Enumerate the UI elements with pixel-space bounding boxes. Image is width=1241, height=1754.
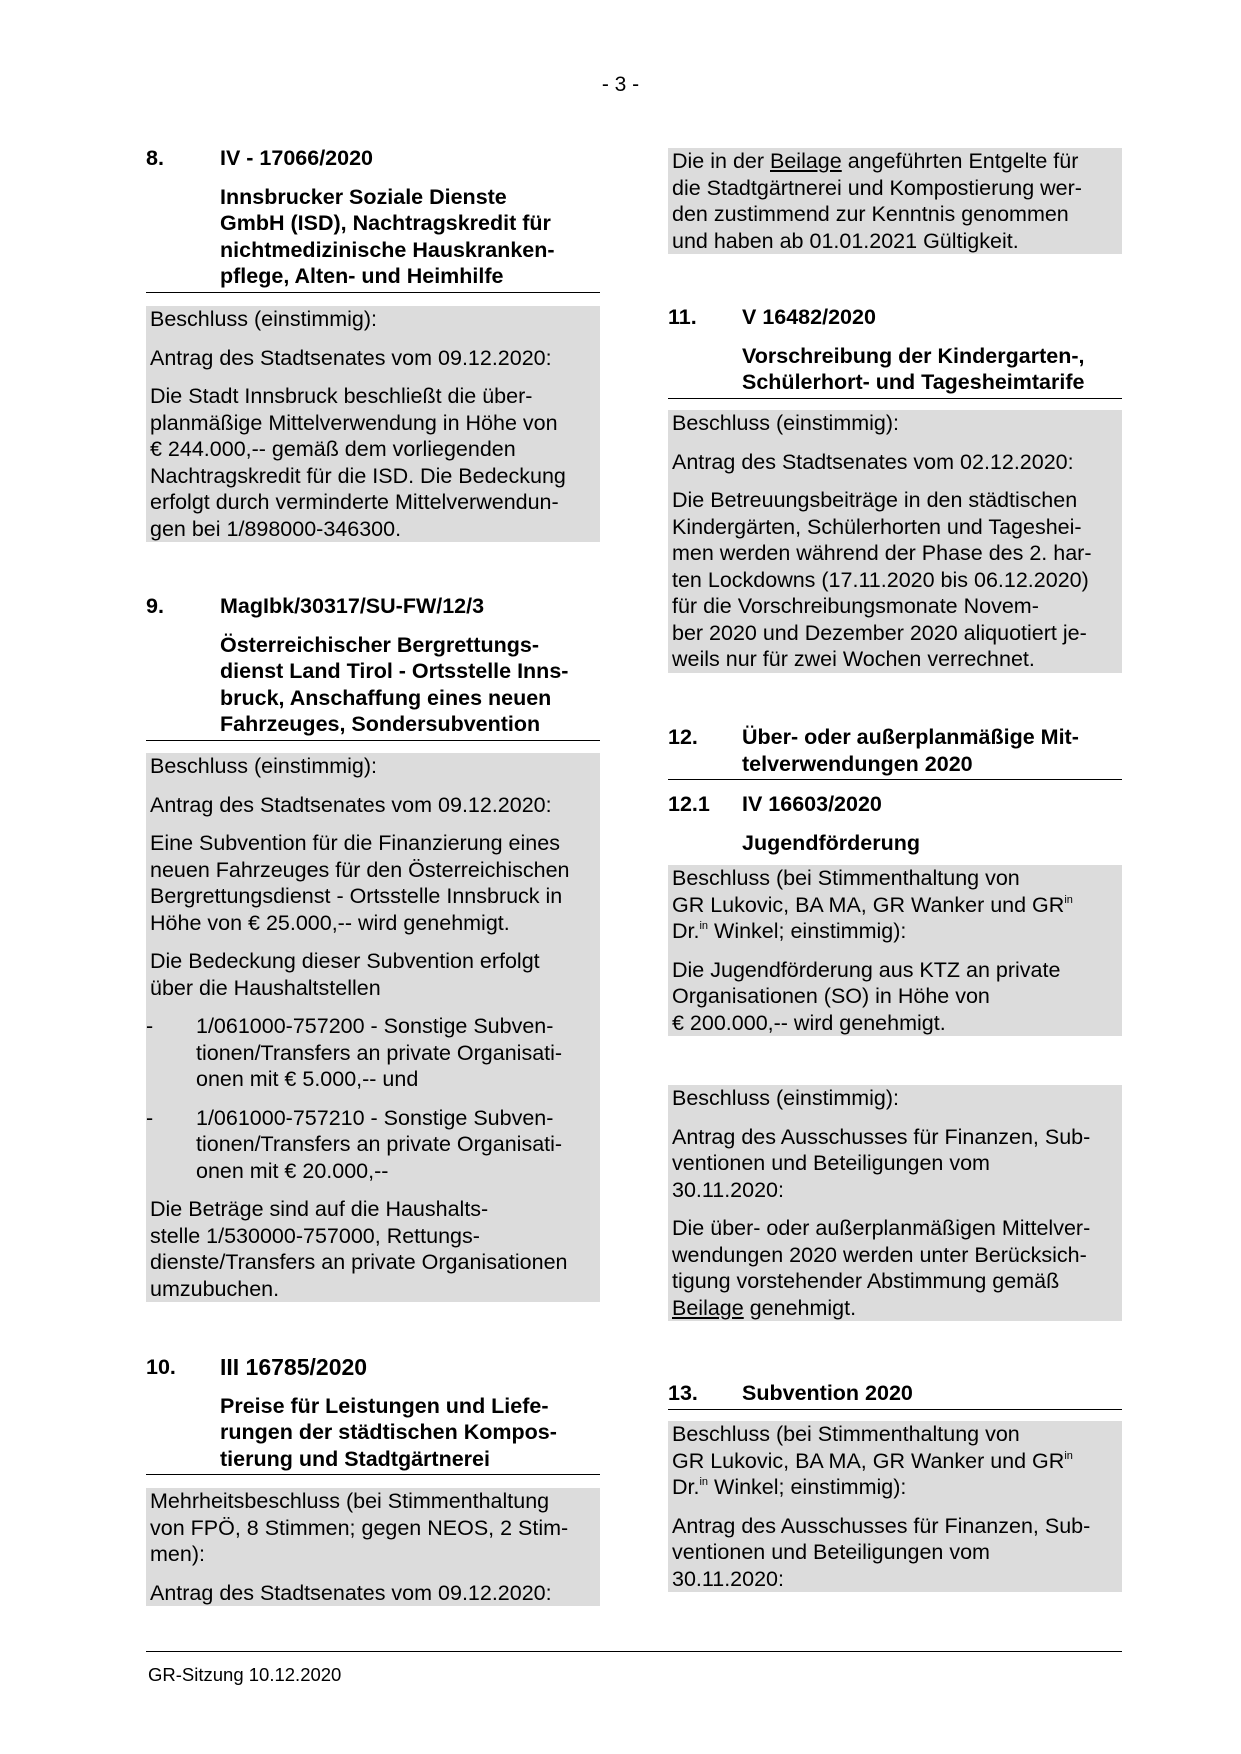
title-line: Österreichischer Bergrettungs-: [220, 632, 540, 657]
body-line: stelle 1/530000-757000, Rettungs-: [150, 1223, 480, 1248]
item-code: MagIbk/30317/SU-FW/12/3: [220, 594, 485, 618]
beschluss-line: Mehrheitsbeschluss (bei Stimmenthaltung: [150, 1489, 550, 1513]
title-line: Innsbrucker Soziale Dienste: [220, 184, 507, 209]
item-10-resolution: [146, 1488, 600, 1606]
item-12-heading: [668, 724, 1122, 780]
item-title: [146, 184, 600, 290]
body-line: tigung vorstehender Abstimmung gemäß: [672, 1269, 1060, 1293]
body-line: wendungen 2020 werden unter Berücksich-: [672, 1242, 1087, 1267]
beschluss-line: GR Lukovic, BA MA, GR Wanker und $GR^{in}$: [672, 1448, 1073, 1473]
body-line: erfolgt durch verminderte Mittelverwendun-: [150, 490, 559, 514]
body-line: men werden während der Phase des 2. har-: [672, 541, 1092, 565]
item-number: 8.: [146, 146, 164, 170]
beschluss-line: GR Lukovic, BA MA, GR Wanker und $GR^{in}$: [672, 892, 1073, 917]
bullet-line: tionen/Transfers an private Organisati-: [196, 1132, 563, 1156]
item-number: 13.: [668, 1381, 698, 1405]
title-line: GmbH (ISD), Nachtragskredit für: [220, 211, 551, 235]
beschluss-text: Beschluss (einstimmig):: [672, 411, 899, 435]
body-line: Eine Subvention für die Finanzierung eines: [150, 831, 560, 855]
item-title: [146, 1393, 600, 1473]
beschluss-text: Beschluss (einstimmig):: [672, 1086, 899, 1110]
item-12-1-resolution: [668, 865, 1122, 1036]
body-line: für die Vorschreibungsmonate Novem-: [672, 594, 1039, 618]
bullet-item: [146, 1105, 600, 1185]
body-line: € 200.000,-- wird genehmigt.: [672, 1010, 946, 1035]
antrag-line: 30.11.2020:: [672, 1177, 784, 1202]
item-13-resolution: [668, 1421, 1122, 1592]
bullet-line: onen mit € 20.000,--: [196, 1158, 389, 1183]
body-line: planmäßige Mittelverwendung in Höhe von: [150, 410, 558, 435]
beschluss-text: Beschluss (einstimmig):: [150, 307, 377, 331]
item-9-resolution: [146, 753, 600, 1302]
footer-divider: [146, 1651, 1122, 1652]
item-number: 12.1: [668, 792, 710, 816]
body-line: Beilage genehmigt.: [672, 1295, 857, 1320]
beschluss-text: Beschluss (einstimmig):: [150, 754, 377, 778]
item-code: IV - 17066/2020: [220, 146, 374, 170]
body-line: Die in der Beilage angeführten Entgelte für: [672, 149, 1079, 173]
title-line: rungen der städtischen Kompos-: [220, 1420, 557, 1444]
body-line: Nachtragskredit für die ISD. Die Bedeckung: [150, 463, 566, 488]
item-number: 10.: [146, 1355, 176, 1379]
body-line: ten Lockdowns (17.11.2020 bis 06.12.2020): [672, 567, 1089, 592]
body-line: dienste/Transfers an private Organisationen: [150, 1250, 568, 1274]
beschluss-line: Dr.$^{in}$ Winkel; einstimmig):: [672, 1475, 907, 1499]
body-line: neuen Fahrzeuges für den Österreichischen: [150, 857, 570, 882]
antrag-line: 30.11.2020:: [672, 1566, 784, 1591]
item-title: Subvention 2020: [742, 1381, 913, 1405]
item-11-resolution: [668, 410, 1122, 673]
body-line: Die Jugendförderung aus KTZ an private: [672, 957, 1061, 982]
antrag-text: Antrag des Stadtsenates vom 09.12.2020:: [150, 345, 552, 370]
body-line: umzubuchen.: [150, 1276, 280, 1301]
bullet-item: [146, 1013, 600, 1093]
item-number: 9.: [146, 594, 164, 618]
beschluss-line: von FPÖ, 8 Stimmen; gegen NEOS, 2 Stim-: [150, 1515, 569, 1540]
title-line: nichtmedizinische Hauskranken-: [220, 237, 555, 262]
item-8-heading: [146, 145, 600, 293]
body-line: Die über- oder außerplanmäßigen Mittelver-: [672, 1216, 1091, 1240]
page-number: - 3 -: [601, 73, 640, 96]
item-title: Jugendförderung: [742, 830, 920, 855]
title-line: pflege, Alten- und Heimhilfe: [220, 264, 504, 288]
body-line: Kindergärten, Schülerhorten und Tageshei-: [672, 514, 1082, 539]
item-number: 12.: [668, 725, 698, 749]
item-12-overall-resolution: [668, 1085, 1122, 1321]
item-13-heading: [668, 1380, 1122, 1410]
antrag-line: ventionen und Beteiligungen vom: [672, 1540, 990, 1564]
body-line: ber 2020 und Dezember 2020 aliquotiert je-: [672, 620, 1087, 645]
antrag-line: Antrag des Ausschusses für Finanzen, Sub-: [672, 1513, 1091, 1538]
item-code: III 16785/2020: [220, 1354, 368, 1380]
body-line: Organisationen (SO) in Höhe von: [672, 984, 990, 1008]
body-line: den zustimmend zur Kenntnis genommen: [672, 202, 1069, 226]
beschluss-line: men):: [150, 1542, 205, 1566]
body-line: Höhe von € 25.000,-- wird genehmigt.: [150, 910, 510, 935]
item-12-1-heading: [668, 791, 1122, 856]
item-11-heading: [668, 304, 1122, 399]
beschluss-line: Beschluss (bei Stimmenthaltung von: [672, 866, 1020, 890]
title-line: Preise für Leistungen und Liefe-: [220, 1393, 549, 1418]
item-code: IV 16603/2020: [742, 792, 882, 816]
bullet-line: 1/061000-757200 - Sonstige Subven-: [196, 1014, 554, 1038]
item-title: [146, 632, 600, 738]
body-line: € 244.000,-- gemäß dem vorliegenden: [150, 437, 516, 461]
body-line: die Stadtgärtnerei und Kompostierung wer-: [672, 175, 1082, 200]
body-line: gen bei 1/898000-346300.: [150, 516, 402, 541]
body-line: Die Beträge sind auf die Haushalts-: [150, 1197, 489, 1221]
dash-marker: -: [146, 1014, 154, 1038]
title-line: Fahrzeuges, Sondersubvention: [220, 712, 541, 736]
body-line: und haben ab 01.01.2021 Gültigkeit.: [672, 228, 1019, 253]
footer-text: GR-Sitzung 10.12.2020: [148, 1664, 342, 1685]
item-number: 11.: [668, 305, 697, 329]
item-title: Über- oder außerplanmäßige Mit- telverwendungen 2020: [742, 725, 1079, 776]
body-line: Die Stadt Innsbruck beschließt die über-: [150, 384, 533, 408]
beilage-link[interactable]: Beilage: [672, 1295, 744, 1320]
title-line: Schülerhort- und Tagesheimtarife: [742, 370, 1085, 394]
antrag-text: Antrag des Stadtsenates vom 09.12.2020:: [150, 792, 552, 817]
body-line: Bergrettungsdienst - Ortsstelle Innsbruck in: [150, 884, 563, 908]
item-title: [668, 343, 1122, 396]
bullet-line: tionen/Transfers an private Organisati-: [196, 1040, 563, 1065]
antrag-line: Antrag des Ausschusses für Finanzen, Sub-: [672, 1124, 1091, 1149]
bullet-line: 1/061000-757210 - Sonstige Subven-: [196, 1105, 554, 1130]
body-line: über die Haushaltstellen: [150, 975, 381, 1000]
antrag-text: Antrag des Stadtsenates vom 09.12.2020:: [150, 1580, 552, 1605]
title-line: Vorschreibung der Kindergarten-,: [742, 343, 1085, 368]
title-line: tierung und Stadtgärtnerei: [220, 1446, 490, 1471]
antrag-line: ventionen und Beteiligungen vom: [672, 1151, 990, 1175]
body-line: Die Betreuungsbeiträge in den städtischen: [672, 488, 1078, 512]
item-10-continuation: [668, 148, 1122, 254]
dash-marker: -: [146, 1105, 154, 1130]
beilage-link[interactable]: Beilage: [770, 149, 842, 173]
item-10-heading: [146, 1354, 600, 1475]
item-8-resolution: [146, 306, 600, 542]
beschluss-line: Dr.$^{in}$ Winkel; einstimmig):: [672, 919, 907, 943]
beschluss-line: Beschluss (bei Stimmenthaltung von: [672, 1422, 1020, 1446]
body-line: weils nur für zwei Wochen verrechnet.: [672, 647, 1035, 671]
title-line: bruck, Anschaffung eines neuen: [220, 685, 552, 710]
antrag-text: Antrag des Stadtsenates vom 02.12.2020:: [672, 449, 1074, 474]
body-line: Die Bedeckung dieser Subvention erfolgt: [150, 949, 540, 973]
item-code: V 16482/2020: [742, 305, 876, 329]
title-line: dienst Land Tirol - Ortsstelle Inns-: [220, 659, 569, 683]
item-9-heading: [146, 593, 600, 741]
bullet-line: onen mit € 5.000,-- und: [196, 1067, 419, 1091]
